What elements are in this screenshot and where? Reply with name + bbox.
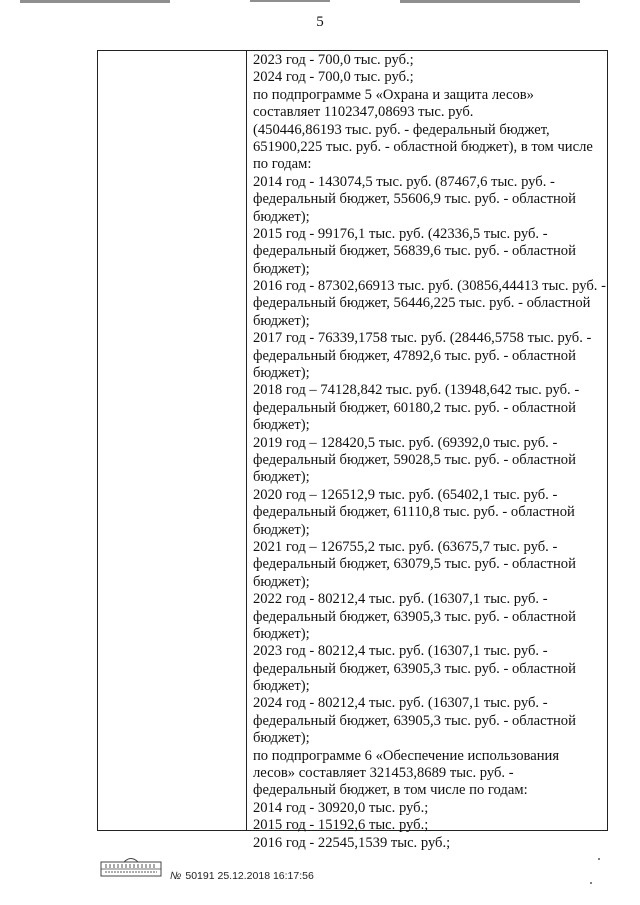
table-text-line: бюджет); <box>253 625 310 642</box>
table-text-line: 2015 год - 15192,6 тыс. руб.; <box>253 817 429 834</box>
registry-logo-icon <box>100 855 162 877</box>
table-text-line: бюджет); <box>253 312 310 329</box>
table-text-line: 2022 год - 80212,4 тыс. руб. (16307,1 тыс. руб. - <box>253 591 548 608</box>
scan-artifact-right <box>400 0 580 3</box>
table-text-line: бюджет); <box>253 260 310 277</box>
table-text-line: 2016 год - 87302,66913 тыс. руб. (30856,44413 тыс. руб. - <box>253 278 606 295</box>
table-text-line: федеральный бюджет, 63905,3 тыс. руб. - областной <box>253 660 576 677</box>
table-text-line: 2023 год - 80212,4 тыс. руб. (16307,1 тыс. руб. - <box>253 643 548 660</box>
table-text-line: 651900,225 тыс. руб. - областной бюджет), в том числе <box>253 138 593 155</box>
table-right-cell <box>253 52 606 852</box>
registration-number-mark: № <box>170 870 182 882</box>
scan-artifact-left <box>20 0 170 3</box>
table-text-line: бюджет); <box>253 365 310 382</box>
page-number: 5 <box>316 14 324 30</box>
table-text-line: 2019 год – 128420,5 тыс. руб. (69392,0 тыс. руб. - <box>253 434 558 451</box>
table-text-line: 2020 год – 126512,9 тыс. руб. (65402,1 тыс. руб. - <box>253 486 558 503</box>
table-text-line: федеральный бюджет, 60180,2 тыс. руб. - областной <box>253 399 576 416</box>
scan-speck <box>598 858 600 860</box>
table-text-line: 2014 год - 30920,0 тыс. руб.; <box>253 799 429 816</box>
table-text-line: по подпрограмме 5 «Охрана и защита лесов» <box>253 86 534 103</box>
table-text-line: по подпрограмме 6 «Обеспечение использования <box>253 747 560 764</box>
table-text-line: федеральный бюджет, 47892,6 тыс. руб. - областной <box>253 347 576 364</box>
table-text-line: федеральный бюджет, 63905,3 тыс. руб. - областной <box>253 608 576 625</box>
table-text-line: бюджет); <box>253 730 310 747</box>
table-text-line: 2016 год - 22545,1539 тыс. руб.; <box>253 834 451 851</box>
table-text-line: федеральный бюджет, 55606,9 тыс. руб. - областной <box>253 191 576 208</box>
scan-speck <box>590 882 592 884</box>
table-text-line: федеральный бюджет, 56446,225 тыс. руб. - областной <box>253 295 591 312</box>
table-text-line: федеральный бюджет, в том числе по годам: <box>253 782 528 799</box>
table-text-line: федеральный бюджет, 63079,5 тыс. руб. - областной <box>253 556 576 573</box>
table-text-line: федеральный бюджет, 61110,8 тыс. руб. - областной <box>253 504 575 521</box>
table-text-line: 2017 год - 76339,1758 тыс. руб. (28446,5758 тыс. руб. - <box>253 330 592 347</box>
table-text-line: 2024 год - 700,0 тыс. руб.; <box>253 69 414 86</box>
table-text-line: 2014 год - 143074,5 тыс. руб. (87467,6 тыс. руб. - <box>253 173 555 190</box>
table-text-line: составляет 1102347,08693 тыс. руб. <box>253 104 474 121</box>
registration-stamp <box>170 870 314 882</box>
table-text-line: бюджет); <box>253 678 310 695</box>
table-text-line: 2023 год - 700,0 тыс. руб.; <box>253 52 414 68</box>
budget-table <box>97 50 608 851</box>
table-text-line: бюджет); <box>253 208 310 225</box>
table-text-line: федеральный бюджет, 56839,6 тыс. руб. - областной <box>253 243 576 260</box>
table-text-line: 2021 год – 126755,2 тыс. руб. (63675,7 тыс. руб. - <box>253 538 558 555</box>
table-text-line: лесов» составляет 321453,8689 тыс. руб. - <box>253 765 514 782</box>
table-left-cell <box>98 51 247 830</box>
table-text-line: бюджет); <box>253 573 310 590</box>
registration-stamp-text: 50191 25.12.2018 16:17:56 <box>185 870 314 882</box>
table-text-line: бюджет); <box>253 469 310 486</box>
table-text-line: 2015 год - 99176,1 тыс. руб. (42336,5 тыс. руб. - <box>253 225 548 242</box>
table-text-line: бюджет); <box>253 417 310 434</box>
table-text-line: (450446,86193 тыс. руб. - федеральный бюджет, <box>253 121 550 138</box>
scan-artifact-mid <box>250 0 330 2</box>
table-text-line: 2018 год – 74128,842 тыс. руб. (13948,642 тыс. руб. - <box>253 382 580 399</box>
table-text-line: 2024 год - 80212,4 тыс. руб. (16307,1 тыс. руб. - <box>253 695 548 712</box>
table-text-line: федеральный бюджет, 63905,3 тыс. руб. - областной <box>253 712 576 729</box>
table-text-line: федеральный бюджет, 59028,5 тыс. руб. - областной <box>253 451 576 468</box>
table-text-line: по годам: <box>253 156 312 173</box>
table-text-line: бюджет); <box>253 521 310 538</box>
